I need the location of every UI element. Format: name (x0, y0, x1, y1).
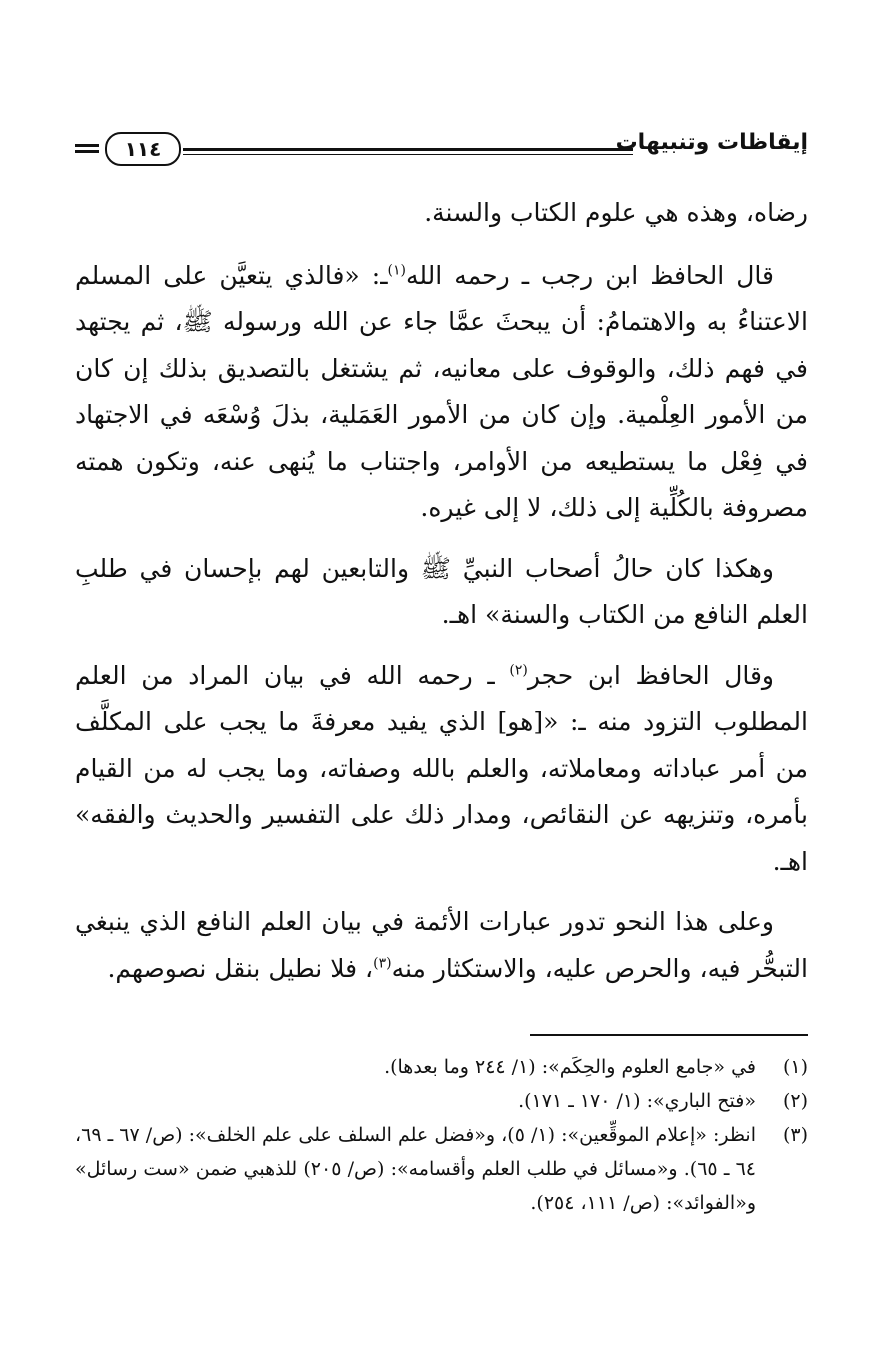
footnote-number: (٢) (782, 1090, 808, 1112)
footnote (75, 1118, 808, 1220)
paragraph-continuation: رضاه، وهذه هي علوم الكتاب والسنة. (424, 198, 808, 227)
footnote-separator (530, 1034, 808, 1036)
page-number: ١١٤ (105, 132, 181, 166)
footnote-text: «فتح الباري»: (١/ ١٧٠ ـ ١٧١). (518, 1090, 756, 1112)
header-end-dash (75, 144, 99, 153)
footnote-text: في «جامع العلوم والحِكَم»: (١/ ٢٤٤ وما بعدها). (384, 1056, 756, 1078)
footnote-mark-3: (٣) (373, 955, 392, 972)
footnote-text: انظر: «إعلام الموقِّعين»: (١/ ٥)، و«فضل علم السلف على علم الخلف»: (ص/ ٦٧ ـ ٦٩، ٦٤ ـ ٦٥). و«مسائل في طلب العلم وأقسامه»: (ص/ ٢٠٥) للذهبي ضمن «ست رسائل» و«الفوائد»: (ص/ ١١١، ٢٥٤). (75, 1124, 756, 1214)
footnote (75, 1050, 808, 1084)
paragraph-ibn-hajar: وقال الحافظ ابن حجر$^{(٢)}$ ـ رحمه الله في بيان المراد من العلم المطلوب التزود منه ـ: «[هو] الذي يفيد معرفةَ ما يجب على المكلَّف من أمر عباداته ومعاملاته، والعلم بالله وصفاته، وما يجب له من القيام بأمره، وتنزيهه عن النقائص، ومدار ذلك على التفسير والحديث والفقه» اهـ. (75, 660, 808, 876)
footnote-mark-2: (٢) (509, 662, 528, 679)
paragraph-ibn-rajab: قال الحافظ ابن رجب ـ رحمه الله$^{(١)}$ـ: «فالذي يتعيَّن على المسلم الاعتناءُ به والاهتمامُ: أن يبحثَ عمَّا جاء عن الله ورسوله ﷺ، ثم يجتهد في فهم ذلك، والوقوف على معانيه، ثم يشتغل بالتصديق بذلك إن كان من الأمور العِلْمية. وإن كان من الأمور العَمَلية، بذلَ وُسْعَه في الاجتهاد في فِعْل ما يستطيعه من الأوامر، واجتناب ما يُنهى عنه، وتكون همته مصروفة بالكُلِّية إلى ذلك، لا إلى غيره. (75, 260, 808, 522)
footnote (75, 1084, 808, 1118)
paragraph-conclusion: وعلى هذا النحو تدور عبارات الأئمة في بيان العلم النافع الذي ينبغي التبحُّر فيه، والحرص عليه، والاستكثار منه$^{(٣)}$، فلا نطيل بنقل نصوصهم. (75, 907, 808, 983)
footnote-mark-1: (١) (387, 262, 406, 279)
main-text (75, 190, 808, 1006)
paragraph-companions: وهكذا كان حالُ أصحاب النبيِّ ﷺ والتابعين لهم بإحسان في طلبِ العلم النافع من الكتاب والسنة» اهـ. (75, 553, 808, 629)
footnote-number: (٣) (782, 1124, 808, 1146)
running-title: إيقاظات وتنبيهات (615, 130, 808, 155)
footnote-number: (١) (782, 1056, 808, 1078)
footnotes (75, 1050, 808, 1220)
page-header (75, 128, 808, 172)
header-rule (183, 148, 633, 155)
